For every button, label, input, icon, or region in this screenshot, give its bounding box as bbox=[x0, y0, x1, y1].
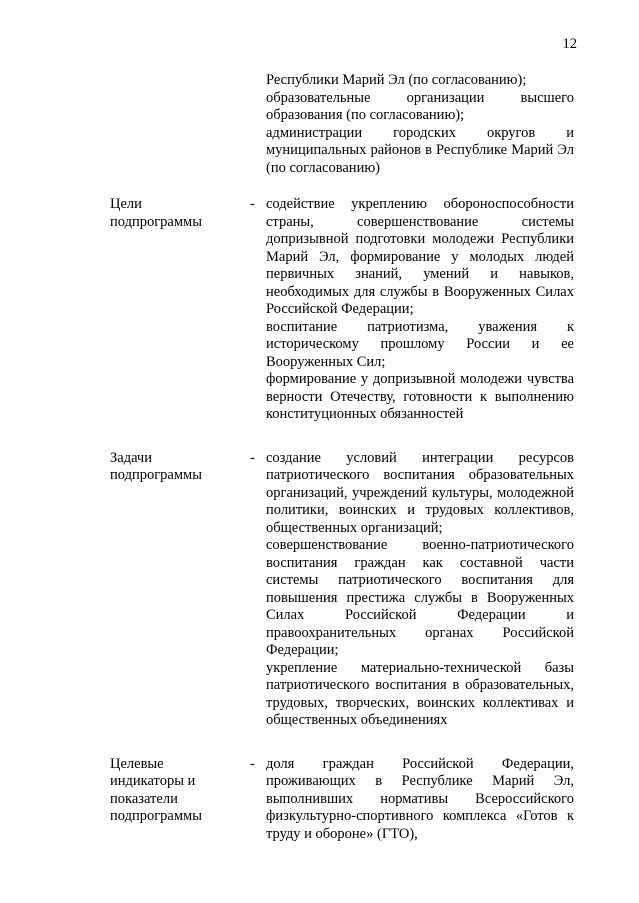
passport-table bbox=[110, 72, 574, 860]
row-paragraph: воспитание патриотизма, уважения к историческому прошлому России и ее Вооруженных Сил; bbox=[266, 318, 574, 370]
row-goals bbox=[110, 196, 574, 424]
intro-paragraph: образовательные организации высшего образования (по согласованию); bbox=[266, 89, 574, 123]
row-paragraph: формирование у допризывной молодежи чувства верности Отечеству, готовности к выполнению конституционных обязанностей bbox=[266, 371, 574, 422]
intro-paragraph: Республики Марий Эл (по согласованию); bbox=[266, 72, 527, 88]
row-label: Цели подпрограммы bbox=[110, 196, 202, 230]
row-indicators bbox=[110, 756, 574, 844]
page-number: 12 bbox=[562, 36, 577, 52]
row-tasks bbox=[110, 450, 574, 730]
row-dash: - bbox=[250, 196, 255, 212]
row-label: Задачи подпрограммы bbox=[110, 449, 202, 483]
row-paragraph: доля граждан Российской Федерации, проживающих в Республике Марий Эл, выполнивших нормативы Всероссийского физкультурно-спортивного комплекса «Готов к труду и обороне» (ГТО), bbox=[266, 755, 574, 842]
row-dash: - bbox=[250, 755, 255, 772]
row-dash: - bbox=[250, 449, 255, 466]
row-body bbox=[266, 756, 574, 844]
row-paragraph: создание условий интеграции ресурсов патриотического воспитания образовательных организаций, учреждений культуры, молодежной политики, воинских и трудовых коллективов, общественных организаций; bbox=[266, 449, 574, 536]
row-paragraph: укрепление материально-технической базы патриотического воспитания в образовательных, трудовых, творческих, воинских коллективах и общественных объединениях bbox=[266, 659, 574, 728]
row-paragraph: содействие укреплению обороноспособности страны, совершенствование системы допризывной подготовки молодежи Республики Марий Эл, формирование у молодых людей первичных знаний, умений и навыков, необходимых для службы в Вооруженных Силах Российской Федерации; bbox=[266, 196, 574, 317]
row-body bbox=[266, 450, 574, 730]
row-body bbox=[266, 196, 574, 424]
intro-paragraph: администрации городских округов и муниципальных районов в Республике Марий Эл (по согласованию) bbox=[266, 124, 574, 176]
row-paragraph: совершенствование военно-патриотического воспитания граждан как составной части системы патриотического воспитания для повышения престижа службы в Вооруженных Силах Российской Федерации и правоохранительных органах Российской Федерации; bbox=[266, 537, 574, 658]
row-label: Целевые индикаторы и показатели подпрограммы bbox=[110, 755, 202, 824]
intro-continuation bbox=[266, 72, 574, 177]
